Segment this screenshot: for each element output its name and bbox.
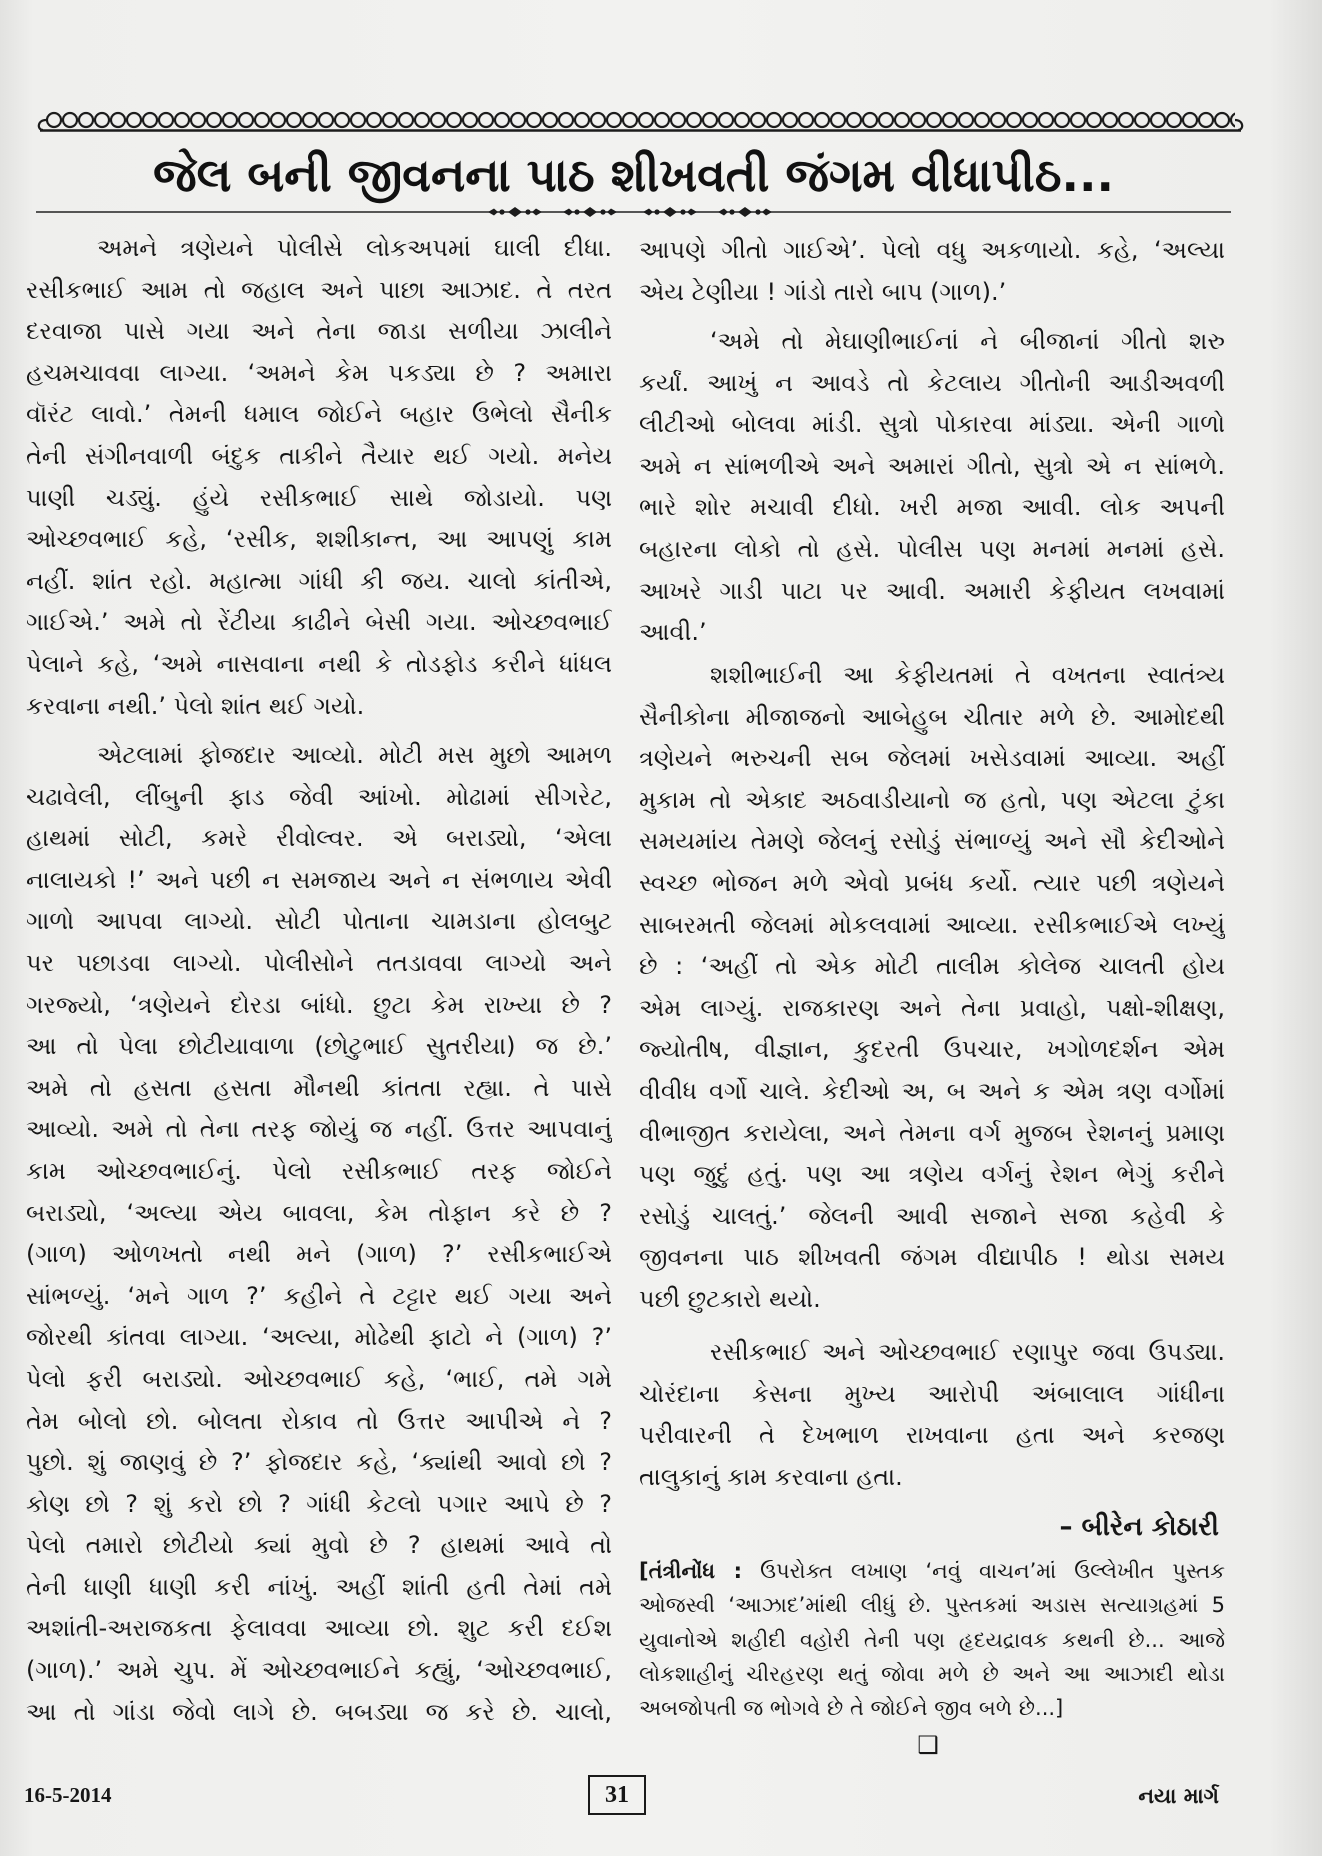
text-line: પછી છુટકારો થયો.	[639, 1284, 821, 1313]
end-mark-icon: ❑	[917, 1731, 939, 1759]
note-line: લોકશાહીનું ચીરહરણ થતું જોવા મળે છે અને આ આઝાદી થોડા	[639, 1661, 1225, 1686]
text-line: પુછો. શું જાણવું છે ?’ ફોજદાર કહે, ‘ક્યાંથી આવો છો ?	[26, 1448, 612, 1477]
paragraph	[639, 655, 1225, 1321]
text-line: તેની સંગીનવાળી બંદુક તાકીને તૈયાર થઈ ગયો. મનેય	[26, 441, 612, 470]
text-line: સાબરમતી જેલમાં મોકલવામાં આવ્યા. રસીકભાઈએ લખ્યું	[639, 910, 1225, 939]
text-line: ગાઈએ.’ અમે તો રેંટીયા કાઢીને બેસી ગયા. ઓચ્છવભાઈ	[26, 608, 612, 637]
text-line: મુકામ તો એકાદ અઠવાડીયાનો જ હતો, પણ એટલા ટુંકા	[639, 785, 1225, 814]
note-line: ઓજસ્વી ‘આઝાદ’માંથી લીધું છે. પુસ્તકમાં અડાસ સત્યાગ્રહમાં 5	[639, 1593, 1225, 1618]
text-line: છે : ‘અહીં તો એક મોટી તાલીમ કોલેજ ચાલતી હોય	[639, 952, 1225, 981]
text-line: ગાળો આપવા લાગ્યો. સોટી પોતાના ચામડાના હોલબુટ	[26, 907, 612, 936]
text-line: આ તો ગાંડા જેવો લાગે છે. બબડ્યા જ કરે છે. ચાલો,	[26, 1697, 612, 1726]
text-line: અમને ત્રણેયને પોલીસે લોકઅપમાં ઘાલી દીધા.	[97, 234, 612, 262]
text-line: નહીં. શાંત રહો. મહાત્મા ગાંધી કી જય. ચાલો કાંતીએ,	[26, 566, 612, 595]
text-line: ઓચ્છવભાઈ કહે, ‘રસીક, શશીકાન્ત, આ આપણું કામ	[26, 525, 612, 554]
text-line: પેલાને કહે, ‘અમે નાસવાના નથી કે તોડફોડ કરીને ધાંધલ	[26, 649, 612, 678]
text-line: સ્વચ્છ ભોજન મળે એવો પ્રબંધ કર્યો. ત્યાર પછી ત્રણેયને	[639, 868, 1225, 897]
text-line: નાલાયકો !’ અને પછી ન સમજાય અને ન સંભળાય એવી	[26, 865, 612, 894]
paragraph	[26, 228, 612, 727]
magazine-name: નયા માર્ગ	[1138, 1784, 1219, 1808]
note-text: ઉપરોક્ત લખાણ ‘નવું વાચન’માં ઉલ્લેખીત પુસ્તક	[760, 1559, 1225, 1583]
paragraph	[639, 230, 1225, 313]
text-line: આખરે ગાડી પાટા પર આવી. અમારી કેફીયત લખવામાં	[639, 576, 1225, 605]
text-line: (ગાળ).’ અમે ચુપ. મેં ઓચ્છવભાઈને કહ્યું, ‘ઓચ્છવભાઈ,	[26, 1656, 612, 1685]
text-line: (ગાળ) ઓળખતો નથી મને (ગાળ) ?’ રસીકભાઈએ	[26, 1240, 612, 1269]
text-line: અશાંતી-અરાજકતા ફેલાવવા આવ્યા છો. શુટ કરી દઈશ	[26, 1614, 612, 1643]
text-line: બહારના લોકો તો હસે. પોલીસ પણ મનમાં મનમાં હસે.	[639, 534, 1225, 563]
text-line: આવી.’	[639, 618, 707, 647]
note-line	[639, 1554, 1225, 1588]
text-line: રસીકભાઈ આમ તો જહાલ અને પાછા આઝાદ. તે તરત	[26, 275, 612, 304]
text-line: પણ જુદું હતું. પણ આ ત્રણેય વર્ગનું રેશન ભેગું કરીને	[639, 1160, 1225, 1189]
text-line: સમયમાંય તેમણે જેલનું રસોડું સંભાળ્યું અને સૌ કેદીઓને	[639, 827, 1225, 856]
text-line: રસીકભાઈ અને ઓચ્છવભાઈ રણાપુર જવા ઉપડ્યા.	[710, 1338, 1225, 1366]
text-line: વીવીધ વર્ગો ચાલે. કેદીઓ અ, બ અને ક એમ ત્રણ વર્ગોમાં	[639, 1076, 1225, 1105]
text-line: આવ્યો. અમે તો તેના તરફ જોયું જ નહીં. ઉત્તર આપવાનું	[26, 1115, 612, 1144]
text-line: બરાડ્યો, ‘અલ્યા એય બાવલા, કેમ તોફાન કરે છે ?	[26, 1198, 612, 1227]
text-line: પર પછાડવા લાગ્યો. પોલીસોને તતડાવવા લાગ્યો અને	[26, 948, 612, 977]
text-line: સાંભળ્યું. ‘મને ગાળ ?’ કહીને તે ટટ્ટાર થઈ ગયા અને	[26, 1281, 612, 1310]
text-line: કર્યાં. આખું ન આવડે તો કેટલાય ગીતોની આડીઅવળી	[639, 368, 1225, 397]
text-line: કોણ છો ? શું કરો છો ? ગાંધી કેટલો પગાર આપે છે ?	[26, 1489, 612, 1518]
text-line: એટલામાં ફોજદાર આવ્યો. મોટી મસ મુછો આમળ	[97, 741, 612, 769]
text-line: તેની ધાણી ધાણી કરી નાંખું. અહીં શાંતી હતી તેમાં તમે	[26, 1572, 612, 1601]
editor-note-label: [તંત્રીનોંધ :	[639, 1559, 743, 1583]
text-line: અમે તો હસતા હસતા મૌનથી કાંતતા રહ્યા. તે પાસે	[26, 1073, 612, 1102]
text-line: ‘અમે તો મેઘાણીભાઈનાં ને બીજાનાં ગીતો શરુ	[710, 327, 1225, 355]
text-line: જોરથી કાંતવા લાગ્યા. ‘અલ્યા, મોઢેથી ફાટો ને (ગાળ) ?’	[26, 1323, 612, 1352]
page-number: 31	[588, 1775, 646, 1815]
text-line: એય ટેણીયા ! ગાંડો તારો બાપ (ગાળ).’	[639, 277, 1007, 306]
text-line: ચોરંદાના કેસના મુખ્ય આરોપી અંબાલાલ ગાંધીના	[639, 1379, 1225, 1408]
text-line: અમે ન સાંભળીએ અને અમારાં ગીતો, સુત્રો એ ન સાંભળે.	[639, 451, 1225, 480]
paragraph	[639, 321, 1225, 654]
text-line: રસોડું ચાલતું.’ જેલની આવી સજાને સજા કહેવી કે	[639, 1201, 1225, 1230]
text-line: પેલો તમારો છોટીયો ક્યાં મુવો છે ? હાથમાં આવે તો	[26, 1531, 612, 1560]
text-line: વૉરંટ લાવો.’ તેમની ધમાલ જોઈને બહાર ઉભેલો સૈનીક	[26, 400, 612, 429]
text-line: ગરજ્યો, ‘ત્રણેયને દોરડા બાંધો. છુટા કેમ રાખ્યા છે ?	[26, 990, 612, 1019]
text-line: પેલો ફરી બરાડ્યો. ઓચ્છવભાઈ કહે, ‘ભાઈ, તમે ગમે	[26, 1364, 612, 1393]
text-line: તેમ બોલો છો. બોલતા રોકાવ તો ઉત્તર આપીએ ને ?	[26, 1406, 612, 1435]
text-line: દરવાજા પાસે ગયા અને તેના જાડા સળીયા ઝાલીને	[26, 317, 612, 346]
text-line: સૈનીકોના મીજાજનો આબેહુબ ચીતાર મળે છે. આમોદથી	[639, 702, 1225, 731]
text-line: હચમચાવવા લાગ્યા. ‘અમને કેમ પકડ્યા છે ? અમારા	[26, 358, 612, 387]
paragraph	[639, 1332, 1225, 1498]
text-line: એમ લાગ્યું. રાજકારણ અને તેના પ્રવાહો, પક્ષો-શીક્ષણ,	[639, 993, 1225, 1022]
text-line: ત્રણેયને ભરુચની સબ જેલમાં ખસેડવામાં આવ્યા. અહીં	[639, 744, 1225, 773]
article-title: જેલ બની જીવનના પાઠ શીખવતી જંગમ વીધાપીઠ...	[153, 148, 1114, 202]
text-line: કરવાના નથી.’ પેલો શાંત થઈ ગયો.	[26, 691, 365, 720]
text-line: શશીભાઈની આ કેફીયતમાં તે વખતના સ્વાતંત્ર્ય	[710, 661, 1225, 689]
decorative-chain-border	[36, 108, 1245, 134]
right-column	[639, 220, 1225, 1765]
text-line: ભારે શોર મચાવી દીધો. ખરી મજા આવી. લોક અપની	[639, 493, 1225, 522]
text-line: તાલુકાનું કામ કરવાના હતા.	[639, 1462, 903, 1491]
text-line: વીભાજીત કરાયેલા, અને તેમના વર્ગ મુજબ રેશનનું પ્રમાણ	[639, 1118, 1225, 1147]
note-line: યુવાનોએ શહીદી વહોરી તેની પણ હૃદયદ્રાવક કથની છે... આજે	[639, 1627, 1225, 1652]
text-line: હાથમાં સોટી, કમરે રીવોલ્વર. એ બરાડ્યો, ‘એલા	[26, 824, 612, 853]
text-line: પાણી ચડ્યું. હુંયે રસીકભાઈ સાથે જોડાયો. પણ	[26, 483, 612, 512]
text-line: જીવનના પાઠ શીખવતી જંગમ વીદ્યાપીઠ ! થોડા સમય	[639, 1243, 1225, 1272]
note-line: અબજોપતી જ ભોગવે છે તે જોઈને જીવ બળે છે...]	[639, 1696, 1064, 1721]
editor-note	[639, 1554, 1225, 1725]
text-line: પરીવારની તે દેખભાળ રાખવાના હતા અને કરજણ	[639, 1421, 1225, 1450]
left-column	[26, 220, 612, 1765]
text-line: આ તો પેલા છોટીયાવાળા (છોટુભાઈ સુતરીયા) જ છે.’	[26, 1032, 612, 1061]
text-line: ચઢાવેલી, લીંબુની ફાડ જેવી આંખો. મોઢામાં સીગરેટ,	[26, 782, 612, 811]
text-line: આપણે ગીતો ગાઈએ’. પેલો વધુ અકળાયો. કહે, ‘અલ્યા	[639, 236, 1225, 264]
author-byline: – બીરેન કોઠારી	[1059, 1512, 1219, 1542]
issue-date: 16-5-2014	[24, 1783, 112, 1807]
text-line: કામ ઓચ્છવભાઈનું. પેલો રસીકભાઈ તરફ જોઈને	[26, 1156, 612, 1185]
text-line: જ્યોતીષ, વીજ્ઞાન, કુદરતી ઉપચાર, ખગોળદર્શન એમ	[639, 1035, 1225, 1064]
paragraph	[26, 735, 612, 1733]
text-line: લીટીઓ બોલવા માંડી. સુત્રો પોકારવા માંડ્યા. એની ગાળો	[639, 410, 1225, 439]
